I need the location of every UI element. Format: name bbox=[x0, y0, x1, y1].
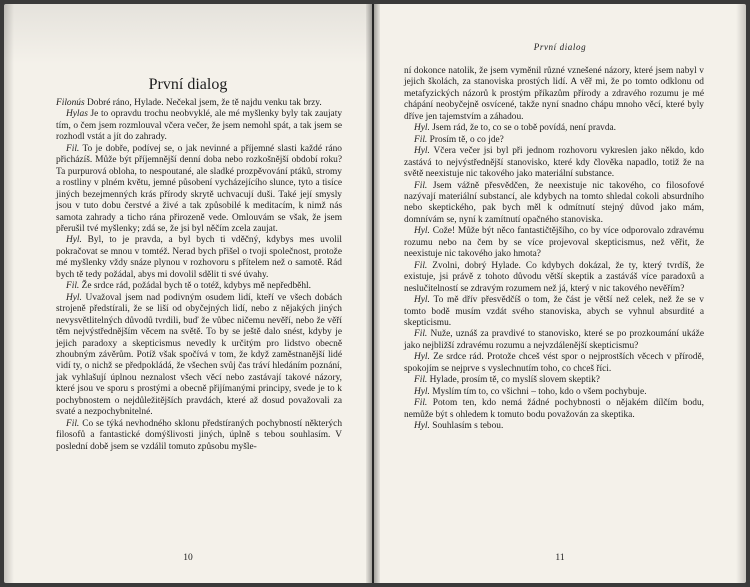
paragraph-text: Nuže, uznáš za pravdivé to stanovisko, které se po prozkoumání ukáže jako nejbližší zdravému rozumu a nejvzdálenější skepticismu? bbox=[404, 329, 705, 351]
running-head: První dialog bbox=[533, 42, 587, 52]
speaker-name: Hyl. bbox=[414, 146, 430, 157]
paragraph-text: Zvolni, dobrý Hylade. Co kdybych dokázal, že ty, který tvrdíš, že existuje, jsi právě z tohoto důvodu větší skeptik a zastáváš více paradoxů a neslučitelností se zdravým rozumem než já, který v nic takového nevěřím? bbox=[404, 260, 705, 294]
speaker-name: Hyl. bbox=[66, 292, 82, 303]
speaker-name: Hyl. bbox=[414, 421, 430, 432]
speaker-name: Hyl. bbox=[414, 226, 430, 237]
book-gutter bbox=[366, 4, 380, 583]
paragraph-text: Cože! Může být něco fantastičtějšího, co by více odporovalo zdravému rozumu nebo na čem by se více projevoval skepticismus, než věřit, že neexistuje nic takového jako hmota? bbox=[404, 226, 704, 260]
speaker-name: Hyl. bbox=[414, 123, 430, 134]
page-edge-shadow bbox=[736, 4, 746, 583]
paragraph-text: Hylade, prosím tě, co myslíš slovem skeptik? bbox=[429, 375, 600, 386]
paragraph-text: Včera večer jsi byl při jednom rozhovoru vykreslen jako někdo, kdo zastává to nejvýstřednější stanovisko, které kdy člověka napadlo, totiž že na světě neexistuje nic takového jako materiální substance. bbox=[404, 146, 704, 180]
paragraph-text: Je to opravdu trochu neobvyklé, ale mé myšlenky byly tak zaujaty tím, o čem jsem rozmlouval včera večer, že jsem nemohl spát, a tak jsem se rozhodl vstát a jít do zahrady. bbox=[56, 109, 343, 143]
dialog-paragraph bbox=[404, 352, 704, 375]
speaker-name: Fil. bbox=[66, 143, 80, 154]
paragraph-text: Prosím tě, o co jde? bbox=[429, 134, 504, 145]
dialog-paragraph bbox=[56, 235, 342, 281]
dialog-paragraph bbox=[404, 261, 704, 295]
dialog-paragraph bbox=[404, 387, 704, 398]
page-number-right: 11 bbox=[555, 553, 565, 563]
dialog-paragraph bbox=[404, 375, 704, 386]
paragraph-text: Co se týká nevhodného sklonu předstíraných pochybností některých filosofů a fantastické domýšlivosti jiných, úplně s tebou souhlasím. V poslední době jsem se vzdálil tomuto způsobu myšle- bbox=[56, 418, 343, 452]
paragraph-text: To mě dřív přesvědčíš o tom, že část je větší než celek, než že se v tomto bodě musím vzdát svého stanoviska, abych se vyhnul absurdité a skepticismu. bbox=[404, 295, 704, 328]
paragraph-text: Byl, to je pravda, a byl bych ti vděčný, kdybys mes uvolil pokračovat se mnou v tomtéž. Nerad bych přišel o tvoji společnost, protože mé myšlenky vždy snáze plynou v rozhovoru s přítelem než o samotě. Rád bych tě tedy požádal, abys mi dovolil sdělit ti své úvahy. bbox=[56, 235, 343, 280]
dialog-paragraph bbox=[56, 98, 342, 109]
dialog-paragraph bbox=[404, 123, 704, 134]
dialog-paragraph bbox=[56, 293, 342, 419]
speaker-name: Hylas bbox=[66, 109, 88, 120]
speaker-name: Fil. bbox=[414, 134, 428, 145]
paragraph-text: Uvažoval jsem nad podivným osudem lidí, kteří ve všech dobách strojeně předstírali, že se liší od obyčejných lidí, nebo z nějakých jiných nevysvětlitelných důvodů tvrdili, buď že vůbec ničemu nevěří, nebo že věří těm nejvýstřednějším věcem na světě. To by se ještě dalo snést, kdyby je jejich paradoxy a skepticismus nevedly k určitým pro lidstvo obecně zhoubným závěrům. Potíž však spočívá v tom, že když zaměstnanější lidé vidí ty, o nichž se předpokládá, že všechen svůj čas tráví hledáním poznání, jak vyhlašují úplnou neznalost všech věcí nebo zastávají takové názory, které jsou ve sporu s prostými a obecně přijímanými principy, svede je to k pochybnostem o nejdůležitějších pravdách, které až dosud považovali za svaté a nezpochybnitelné. bbox=[56, 292, 343, 418]
speaker-name: Hyl. bbox=[66, 235, 82, 246]
dialog-paragraph bbox=[404, 295, 704, 329]
paragraph-text: Potom ten, kdo nemá žádné pochybnosti o nějakém dílčím bodu, nemůže být s ohledem k tomuto bodu považován za skeptika. bbox=[404, 398, 705, 420]
speaker-name: Fil. bbox=[414, 180, 428, 191]
dialog-paragraph bbox=[404, 226, 704, 260]
speaker-name: Filonús bbox=[56, 98, 85, 108]
speaker-name: Hyl. bbox=[414, 295, 430, 306]
right-page bbox=[374, 4, 746, 583]
dialog-paragraph bbox=[56, 144, 342, 236]
paragraph-text: Myslím tím to, co všichni – toho, kdo o všem pochybuje. bbox=[432, 386, 647, 397]
left-page bbox=[4, 4, 372, 583]
dialog-paragraph bbox=[404, 135, 704, 146]
paragraph-text: Že srdce rád, požádal bych tě o totéž, kdybys mě nepředběhl. bbox=[81, 281, 311, 292]
dialog-paragraph bbox=[56, 419, 342, 453]
chapter-title: První dialog bbox=[148, 76, 228, 93]
speaker-name: Fil. bbox=[414, 398, 428, 409]
dialog-paragraph bbox=[404, 146, 704, 180]
speaker-name: Fil. bbox=[66, 418, 80, 429]
dialog-paragraph bbox=[56, 281, 342, 292]
paragraph-text: Ze srdce rád. Protože chceš vést spor o nejprostších věcech v přírodě, spokojím se nejprve s vyslechnutím toho, co chceš říci. bbox=[404, 352, 704, 374]
paragraph-text: Jsem vážně přesvědčen, že neexistuje nic takového, co filosofové nazývají materiální substancí, ale kdybych na tomto shledal cokoli absurdního nebo skeptického, pak bych měl k odmítnutí stejný důvod jako mám, domnívám se, nyní k zamítnutí opačného stanoviska. bbox=[404, 180, 704, 225]
left-page-text bbox=[56, 98, 342, 453]
speaker-name: Hyl. bbox=[414, 352, 430, 363]
speaker-name: Fil. bbox=[414, 329, 428, 340]
show-through-shadow bbox=[4, 4, 372, 64]
dialog-paragraph bbox=[404, 329, 704, 352]
speaker-name: Fil. bbox=[414, 375, 428, 386]
dialog-paragraph bbox=[404, 181, 704, 227]
dialog-paragraph bbox=[56, 109, 342, 143]
dialog-paragraph bbox=[404, 421, 704, 432]
speaker-name: Fil. bbox=[66, 281, 80, 292]
paragraph-text: ní dokonce natolik, že jsem vyměnil různé vznešené názory, které jsem nabyl v jejich školách, za stanoviska prostých lidí. A věř mi, že po tomto odklonu od metafyzických názorů k prostým příkazům přírody a zdravého rozumu je mé chápání neobyčejně osvícené, takže nyní snadno chápu mnoho věcí, které byly dříve jen tajemstvím a záhadou. bbox=[404, 66, 704, 122]
speaker-name: Hyl. bbox=[414, 386, 430, 397]
paragraph-text: Jsem rád, že to, co se o tobě povídá, není pravda. bbox=[432, 123, 617, 134]
paragraph-text: Souhlasím s tebou. bbox=[432, 421, 504, 432]
paragraph-text: To je dobře, podívej se, o jak nevinné a příjemné slasti každé ráno přicházíš. Může být příjemnější denní doba nebo rozkošnější období roku? Ta purpurová obloha, to nespoutané, ale sladké prozpěvování ptáků, stromy a rostliny v plném květu, jemné působení vycházejícího slunce, tyto a tisíce jiných bezejmenných krás přírody skrytě uchvacují duši. Také její smysly jsou v tuto dobu čerstvé a živé a tak způsobilé k meditacím, k nimž nás samota zahrady a ticho rána přirozeně vede. Omlouvám se však, že jsem přerušil tvé myšlenky; zdá se, že jsi byl něčím zcela zaujat. bbox=[56, 143, 342, 234]
right-page-text bbox=[404, 66, 704, 433]
dialog-paragraph bbox=[404, 398, 704, 421]
page-number-left: 10 bbox=[183, 553, 193, 563]
speaker-name: Fil. bbox=[414, 260, 428, 271]
paragraph-text: Dobré ráno, Hylade. Nečekal jsem, že tě najdu venku tak brzy. bbox=[87, 98, 322, 108]
dialog-paragraph bbox=[404, 66, 704, 123]
